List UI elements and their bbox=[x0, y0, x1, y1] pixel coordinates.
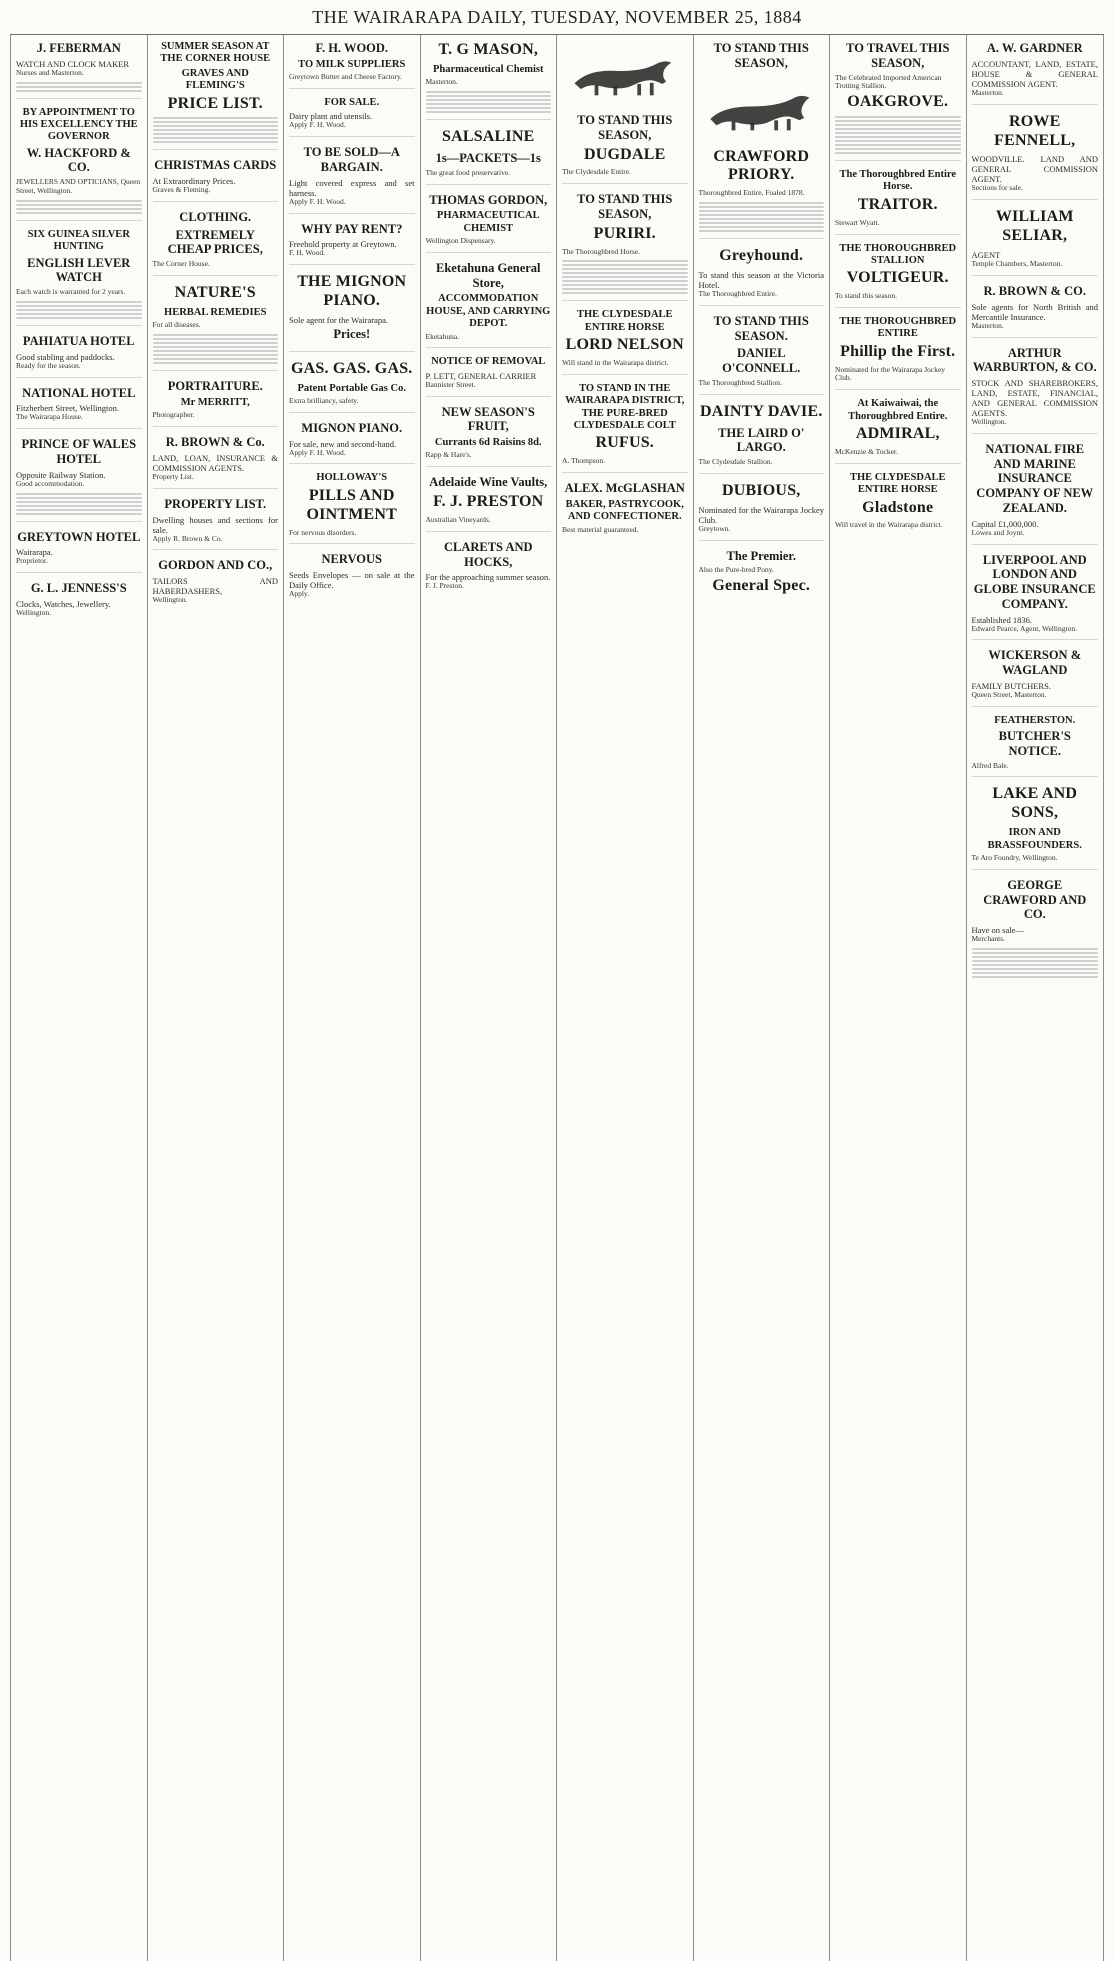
ad-heading: WICKERSON & WAGLAND bbox=[988, 648, 1082, 678]
ad-heading: FEATHERSTON. bbox=[994, 714, 1076, 726]
ad-body: ACCOUNTANT, LAND, ESTATE, HOUSE & GENERAL COMMISSION AGENT. bbox=[971, 58, 1098, 89]
ad-block bbox=[835, 41, 961, 161]
ad-heading: SUMMER SEASON AT THE CORNER HOUSE bbox=[160, 41, 271, 65]
ad-block bbox=[289, 421, 415, 465]
ad-heading: Eketahuna General Store, bbox=[435, 260, 541, 290]
ad-body: W. HACKFORD & CO. bbox=[26, 145, 131, 175]
ad-filler-lines bbox=[16, 493, 142, 515]
ad-block bbox=[562, 192, 688, 301]
ad-heading: Greyhound. bbox=[719, 247, 804, 265]
ad-tail: A. Thompson. bbox=[562, 456, 605, 466]
ad-block bbox=[289, 145, 415, 213]
ad-block bbox=[835, 472, 961, 536]
ad-heading: CLARETS AND HOCKS, bbox=[443, 539, 533, 569]
ad-tail: Will stand in the Wairarapa district. bbox=[562, 358, 669, 368]
ad-tail: Thoroughbred Entire, Foaled 1878. bbox=[698, 188, 805, 198]
ad-tail: Wellington. bbox=[16, 607, 52, 617]
ad-block bbox=[835, 169, 961, 234]
ad-tail: Wellington. bbox=[152, 595, 188, 605]
ad-block bbox=[153, 379, 279, 427]
ad-tail: McKenzie & Tocker. bbox=[835, 446, 898, 456]
ad-tail: JEWELLERS AND OPTICIANS, Queen Street, Wellington. bbox=[16, 177, 141, 196]
ad-tail: Edward Pearce, Agent, Wellington. bbox=[971, 623, 1077, 633]
ad-block bbox=[16, 530, 142, 574]
ad-body: DUGDALE bbox=[584, 145, 666, 163]
ad-body: TO MILK SUPPLIERS bbox=[298, 58, 406, 70]
ad-body: The Thoroughbred Entire Horse. bbox=[839, 169, 956, 193]
ad-heading: NERVOUS bbox=[321, 552, 382, 567]
ad-heading: FOR SALE. bbox=[324, 96, 380, 108]
ad-block bbox=[972, 208, 1099, 276]
ad-block bbox=[699, 403, 825, 474]
ad-tail: PRICE LIST. bbox=[167, 94, 263, 112]
ad-tail: Apply F. H. Wood. bbox=[289, 196, 346, 206]
ad-heading: LORD NELSON bbox=[565, 336, 684, 354]
ad-body: Fitzherbert Street, Wellington. bbox=[16, 403, 120, 414]
ad-block bbox=[972, 113, 1099, 201]
ad-heading: CLOTHING. bbox=[179, 209, 252, 224]
ad-body: P. LETT, GENERAL CARRIER bbox=[425, 370, 537, 381]
ad-tail: Greytown. bbox=[698, 523, 731, 533]
ad-heading: RUFUS. bbox=[595, 434, 655, 452]
ad-block bbox=[16, 386, 142, 430]
ad-subheading: SIX GUINEA SILVER HUNTING bbox=[27, 228, 130, 253]
ad-block bbox=[972, 785, 1099, 869]
ad-block bbox=[153, 497, 279, 551]
ad-block bbox=[426, 128, 552, 184]
ad-tail: Temple Chambers, Masterton. bbox=[971, 259, 1063, 269]
ad-body: Capital £1,000,000. bbox=[971, 518, 1039, 529]
ad-body: PHARMACEUTICAL CHEMIST bbox=[436, 210, 540, 234]
ad-body: HERBAL REMEDIES bbox=[164, 306, 267, 318]
ad-heading: PRINCE OF WALES HOTEL bbox=[21, 437, 137, 466]
ad-heading: TO STAND THIS SEASON, bbox=[713, 41, 809, 70]
ad-block bbox=[16, 41, 142, 99]
ad-tail: Apply F. H. Wood. bbox=[289, 447, 346, 457]
ad-block bbox=[16, 334, 142, 378]
ad-tail: Te Aro Foundry, Wellington. bbox=[971, 852, 1058, 862]
ad-tail: For nervous disorders. bbox=[289, 527, 357, 537]
ad-block bbox=[16, 581, 142, 624]
ad-block bbox=[426, 356, 552, 396]
ad-heading: SALSALINE bbox=[441, 128, 535, 146]
ad-body: For the approaching summer season. bbox=[425, 572, 551, 583]
ad-block bbox=[289, 97, 415, 137]
ad-block bbox=[153, 41, 279, 150]
ad-tail: Stewart Wyatt. bbox=[835, 217, 880, 227]
ad-tail: The Wairarapa House. bbox=[16, 412, 83, 422]
ad-heading: ENGLISH LEVER WATCH bbox=[27, 255, 131, 285]
ad-filler-lines bbox=[153, 117, 279, 143]
ad-body: TO STAND IN THE WAIRARAPA DISTRICT, THE PURE-BRED CLYDESDALE COLT bbox=[565, 382, 685, 432]
ad-body: PURIRI. bbox=[593, 224, 656, 242]
column-8 bbox=[967, 35, 1104, 1961]
ad-block bbox=[562, 481, 688, 540]
ad-body: BUTCHER'S NOTICE. bbox=[998, 729, 1071, 758]
ad-body: Light covered express and set harness. bbox=[289, 177, 415, 198]
ad-filler-lines bbox=[16, 200, 142, 214]
ad-heading: MIGNON PIANO. bbox=[301, 420, 403, 435]
ad-tail: Lowes and Joynt. bbox=[971, 527, 1025, 537]
ad-tail: The great food preservative. bbox=[425, 167, 511, 177]
ad-heading: PAHIATUA HOTEL bbox=[22, 334, 135, 349]
ad-tail: Alfred Bale. bbox=[971, 760, 1009, 770]
ad-block bbox=[972, 442, 1099, 545]
ad-heading: F. H. WOOD. bbox=[315, 41, 389, 55]
ad-tail: The Thoroughbred Stallion. bbox=[698, 377, 782, 387]
ad-tail: Property List. bbox=[152, 471, 194, 481]
ad-body: For sale, new and second-hand. bbox=[289, 438, 397, 449]
ad-tail: Greytown Butter and Cheese Factory. bbox=[289, 72, 403, 82]
ad-body: LAND, LOAN, INSURANCE & COMMISSION AGENTS. bbox=[152, 452, 278, 473]
ad-block bbox=[562, 309, 688, 374]
ad-block bbox=[972, 715, 1099, 778]
ad-tail: Masterton. bbox=[971, 87, 1004, 97]
ad-heading: LAKE AND SONS, bbox=[992, 785, 1078, 822]
ad-tail: Proprietor. bbox=[16, 556, 48, 566]
ad-heading: CHRISTMAS CARDS bbox=[154, 158, 277, 173]
ad-block bbox=[972, 41, 1099, 105]
column-5 bbox=[557, 35, 694, 1961]
ad-heading: GREYTOWN HOTEL bbox=[17, 529, 141, 544]
ad-block bbox=[699, 41, 825, 239]
ad-heading: ADMIRAL, bbox=[855, 425, 940, 443]
ad-filler-lines bbox=[835, 116, 961, 154]
ad-block bbox=[972, 553, 1099, 641]
ad-block bbox=[289, 41, 415, 89]
ad-heading: TRAITOR. bbox=[857, 195, 938, 213]
column-grid bbox=[10, 35, 1104, 1961]
ad-body: THE THOROUGHBRED ENTIRE bbox=[839, 316, 957, 340]
ad-body: Currants 6d Raisins 8d. bbox=[434, 437, 542, 449]
ad-tail: Masterton. bbox=[971, 320, 1004, 330]
ad-tail: The Celebrated Imported American Trotting Stallion. bbox=[835, 72, 942, 91]
masthead bbox=[10, 0, 1104, 35]
ad-heading: WILLIAM SELIAR, bbox=[995, 208, 1074, 245]
ad-block bbox=[426, 405, 552, 468]
ad-block bbox=[426, 193, 552, 253]
ad-body: Nominated for the Wairarapa Jockey Club. bbox=[698, 504, 824, 525]
ad-filler-lines bbox=[16, 82, 142, 92]
column-1 bbox=[11, 35, 148, 1961]
ad-body: AGENT bbox=[971, 250, 1001, 261]
ad-block bbox=[835, 243, 961, 308]
ad-block bbox=[972, 346, 1099, 434]
ad-tail: Masterton. bbox=[425, 77, 458, 87]
ad-body: CRAWFORD PRIORY. bbox=[713, 147, 810, 184]
ad-tail: Australian Vineyards. bbox=[425, 514, 491, 524]
ad-filler-lines bbox=[426, 91, 552, 113]
ad-block bbox=[699, 247, 825, 306]
ad-tail: For all diseases. bbox=[152, 320, 201, 330]
ad-block bbox=[153, 284, 279, 371]
ad-body: Freehold property at Greytown. bbox=[289, 239, 397, 250]
ad-block bbox=[699, 549, 825, 606]
ad-filler-lines bbox=[699, 202, 825, 232]
ad-tail: Eketahuna. bbox=[425, 331, 460, 341]
ad-body: STOCK AND SHAREBROKERS, LAND, ESTATE, FINANCIAL, AND GENERAL COMMISSION AGENTS. bbox=[971, 378, 1098, 419]
ad-tail: Prices! bbox=[333, 326, 371, 341]
ad-body: Sole agents for North British and Mercantile Insurance. bbox=[971, 301, 1098, 322]
ad-heading: TO BE SOLD—A BARGAIN. bbox=[303, 145, 400, 174]
ad-filler-lines bbox=[972, 948, 1099, 978]
ad-heading: TO STAND THIS SEASON, bbox=[577, 113, 673, 142]
ad-heading: TO STAND THIS SEASON, bbox=[577, 192, 673, 221]
ad-filler-lines bbox=[562, 260, 688, 294]
ad-tail: Wellington Dispensary. bbox=[425, 236, 496, 246]
ad-tail: F. H. Wood. bbox=[289, 248, 325, 258]
ad-body: ACCOMMODATION HOUSE, AND CARRYING DEPOT. bbox=[426, 293, 551, 330]
ad-tail: Wellington. bbox=[971, 417, 1007, 427]
ad-filler-lines bbox=[153, 334, 279, 364]
ad-heading: T. G MASON, bbox=[438, 41, 539, 58]
ad-body: GRAVES AND FLEMING'S bbox=[181, 67, 249, 92]
ad-heading: Adelaide Wine Vaults, bbox=[429, 475, 548, 490]
ad-heading: DUBIOUS, bbox=[721, 481, 801, 499]
ad-heading: R. BROWN & CO. bbox=[983, 283, 1086, 298]
column-3 bbox=[284, 35, 421, 1961]
ad-body: At Kaiwaiwai, the Thoroughbred Entire. bbox=[848, 398, 948, 422]
ad-body: Wairarapa. bbox=[16, 547, 53, 558]
ad-heading: R. BROWN & Co. bbox=[165, 435, 265, 450]
ad-tail: Graves & Fleming. bbox=[152, 185, 211, 195]
ad-heading: VOLTIGEUR. bbox=[846, 269, 949, 287]
ad-heading: WHY PAY RENT? bbox=[301, 221, 403, 236]
ad-body: IRON AND BRASSFOUNDERS. bbox=[987, 827, 1082, 851]
ad-body: THE LAIRD O' LARGO. bbox=[718, 425, 805, 455]
ad-body: HOLLOWAY'S bbox=[316, 472, 388, 484]
ad-body: 1s—PACKETS—1s bbox=[435, 150, 541, 165]
ad-body: At Extraordinary Prices. bbox=[152, 176, 236, 187]
ad-block bbox=[562, 383, 688, 473]
ad-heading: NEW SEASON'S FRUIT, bbox=[441, 404, 535, 434]
ad-tail: The Clydesdale Entire. bbox=[562, 167, 631, 177]
ad-body: Sole agent for the Wairarapa. bbox=[289, 314, 388, 325]
ad-body: THE CLYDESDALE ENTIRE HORSE bbox=[576, 309, 673, 333]
ad-block bbox=[289, 222, 415, 266]
ad-block bbox=[835, 398, 961, 463]
ad-heading: PILLS AND OINTMENT bbox=[306, 486, 397, 523]
ad-block bbox=[972, 878, 1099, 984]
ad-heading: NATIONAL FIRE AND MARINE INSURANCE COMPANY OF NEW ZEALAND. bbox=[976, 441, 1094, 515]
ad-heading: THE MIGNON PIANO. bbox=[297, 273, 407, 310]
ad-heading: GORDON AND CO., bbox=[158, 558, 273, 573]
ad-body: Dwelling houses and sections for sale. bbox=[152, 514, 278, 535]
ad-heading: PORTRAITURE. bbox=[167, 379, 263, 394]
ad-tail: Nurses and Masterton. bbox=[16, 67, 84, 77]
ad-tail: To stand this season. bbox=[835, 291, 897, 301]
ad-heading: GAS. GAS. GAS. bbox=[291, 359, 413, 377]
ad-heading: NOTICE OF REMOVAL bbox=[431, 356, 546, 368]
ad-body: General Spec. bbox=[712, 577, 811, 595]
ad-tail: The Corner House. bbox=[152, 259, 210, 269]
ad-heading: DAINTY DAVIE. bbox=[699, 402, 823, 420]
ad-tail: The Clydesdale Stallion. bbox=[698, 457, 773, 467]
ad-body: WOODVILLE. LAND AND GENERAL COMMISSION AGENT. bbox=[971, 154, 1098, 185]
ad-body: F. J. PRESTON bbox=[433, 493, 544, 511]
ad-body: Seeds Envelopes — on sale at the Daily Office. bbox=[289, 570, 415, 591]
column-2 bbox=[148, 35, 285, 1961]
ad-block bbox=[562, 39, 688, 184]
ad-block bbox=[972, 648, 1099, 706]
ad-block bbox=[426, 540, 552, 597]
ad-tail: Rapp & Hare's. bbox=[425, 450, 472, 460]
ad-block bbox=[835, 316, 961, 390]
ad-block bbox=[699, 314, 825, 395]
ad-body: Mr MERRITT, bbox=[180, 396, 250, 408]
ad-body: Opposite Railway Station. bbox=[16, 469, 106, 480]
ad-body: Established 1836. bbox=[971, 614, 1032, 625]
column-4 bbox=[421, 35, 558, 1961]
ad-body: Pharmaceutical Chemist bbox=[432, 63, 544, 75]
ad-body: THE THOROUGHBRED STALLION bbox=[839, 242, 957, 266]
ad-tail: Apply F. H. Wood. bbox=[289, 120, 346, 130]
ad-block bbox=[16, 107, 142, 221]
ad-block bbox=[289, 472, 415, 544]
ad-body: DANIEL O'CONNELL. bbox=[722, 346, 801, 376]
ad-body: OAKGROVE. bbox=[847, 93, 949, 111]
ad-body: To stand this season at the Victoria Hotel. bbox=[698, 269, 824, 290]
ad-heading: ARTHUR WARBURTON, & CO. bbox=[972, 345, 1097, 375]
ad-body: Clocks, Watches, Jewellery. bbox=[16, 598, 111, 609]
ad-block bbox=[699, 482, 825, 541]
ad-tail: Best material guaranteed. bbox=[562, 524, 639, 534]
ad-heading: TO TRAVEL THIS SEASON, bbox=[846, 41, 950, 70]
ad-body: Patent Portable Gas Co. bbox=[297, 382, 406, 394]
ad-body: BAKER, PASTRYCOOK, AND CONFECTIONER. bbox=[565, 498, 684, 523]
ad-heading: The Premier. bbox=[726, 548, 796, 563]
ad-tail: Will travel in the Wairarapa district. bbox=[835, 520, 943, 530]
ad-tail: Photographer. bbox=[152, 410, 195, 420]
ad-block bbox=[289, 273, 415, 352]
ad-heading: NATURE'S bbox=[174, 284, 256, 302]
ad-body: Good stabling and paddocks. bbox=[16, 351, 115, 362]
ad-heading: LIVERPOOL AND LONDON AND GLOBE INSURANCE COMPANY. bbox=[973, 552, 1096, 611]
ad-body: THE CLYDESDALE ENTIRE HORSE bbox=[849, 471, 946, 496]
ad-body: WATCH AND CLOCK MAKER bbox=[16, 58, 130, 69]
ad-tail: Nominated for the Wairarapa Jockey Club. bbox=[835, 364, 946, 383]
ad-block bbox=[153, 435, 279, 489]
ad-heading: G. L. JENNESS'S bbox=[30, 581, 127, 596]
ad-tail: Apply. bbox=[289, 589, 310, 599]
column-6 bbox=[694, 35, 831, 1961]
ad-tail: Bannister Street. bbox=[425, 379, 476, 389]
ad-tail: Each watch is warranted for 2 years. bbox=[16, 287, 126, 297]
ad-tail: Apply R. Brown & Co. bbox=[152, 533, 223, 543]
ad-heading: TO STAND THIS SEASON. bbox=[713, 313, 809, 343]
ad-block bbox=[426, 261, 552, 348]
ad-block bbox=[153, 158, 279, 202]
ad-block bbox=[426, 41, 552, 120]
ad-heading: J. FEBERMAN bbox=[36, 41, 121, 55]
ad-heading: GEORGE CRAWFORD AND CO. bbox=[983, 877, 1087, 922]
ad-tail: Sections for sale. bbox=[971, 183, 1023, 193]
ad-body: Have on sale— bbox=[971, 925, 1024, 936]
ad-body: FAMILY BUTCHERS. bbox=[971, 680, 1051, 691]
ad-block bbox=[289, 552, 415, 605]
ad-heading: Phillip the First. bbox=[840, 342, 956, 360]
ad-filler-lines bbox=[16, 301, 142, 319]
ad-block bbox=[16, 437, 142, 521]
ad-block bbox=[289, 360, 415, 413]
ad-tail: Extra brilliancy, safety. bbox=[289, 395, 359, 405]
ad-tail: F. J. Preston. bbox=[425, 581, 464, 591]
ad-body: TAILORS AND HABERDASHERS, bbox=[152, 576, 278, 597]
ad-tail: The Thoroughbred Horse. bbox=[562, 246, 640, 256]
ad-heading: ROWE FENNELL, bbox=[994, 112, 1076, 149]
ad-block bbox=[972, 284, 1099, 338]
ad-heading: ALEX. McGLASHAN bbox=[564, 481, 685, 496]
ad-tail: Ready for the season. bbox=[16, 360, 81, 370]
ad-tail: Queen Street, Masterton. bbox=[971, 689, 1047, 699]
ad-block bbox=[426, 475, 552, 531]
horse-engraving-icon bbox=[699, 78, 825, 140]
ad-tail: The Thoroughbred Entire. bbox=[698, 289, 777, 299]
ad-tail: Also the Pure-bred Pony. bbox=[698, 565, 774, 575]
ad-block bbox=[16, 229, 142, 326]
ad-body: Dairy plant and utensils. bbox=[289, 111, 373, 122]
ad-heading: PROPERTY LIST. bbox=[164, 496, 267, 511]
horse-engraving-icon bbox=[562, 43, 688, 105]
ad-tail: Good accommodation. bbox=[16, 478, 85, 488]
ad-heading: A. W. GARDNER bbox=[986, 41, 1083, 55]
ad-block bbox=[153, 210, 279, 276]
ad-heading: NATIONAL HOTEL bbox=[22, 385, 136, 400]
ad-block bbox=[153, 558, 279, 611]
ad-tail: Merchants. bbox=[971, 934, 1006, 944]
ad-body: EXTREMELY CHEAP PRICES, bbox=[167, 227, 263, 257]
column-7 bbox=[830, 35, 967, 1961]
masthead-title: THE WAIRARAPA DAILY, TUESDAY, NOVEMBER 25, 1884 bbox=[312, 6, 802, 27]
ad-heading: THOMAS GORDON, bbox=[429, 192, 548, 207]
ad-heading: Gladstone bbox=[862, 498, 934, 516]
ad-heading: BY APPOINTMENT TO HIS EXCELLENCY THE GOVERNOR bbox=[19, 106, 138, 143]
